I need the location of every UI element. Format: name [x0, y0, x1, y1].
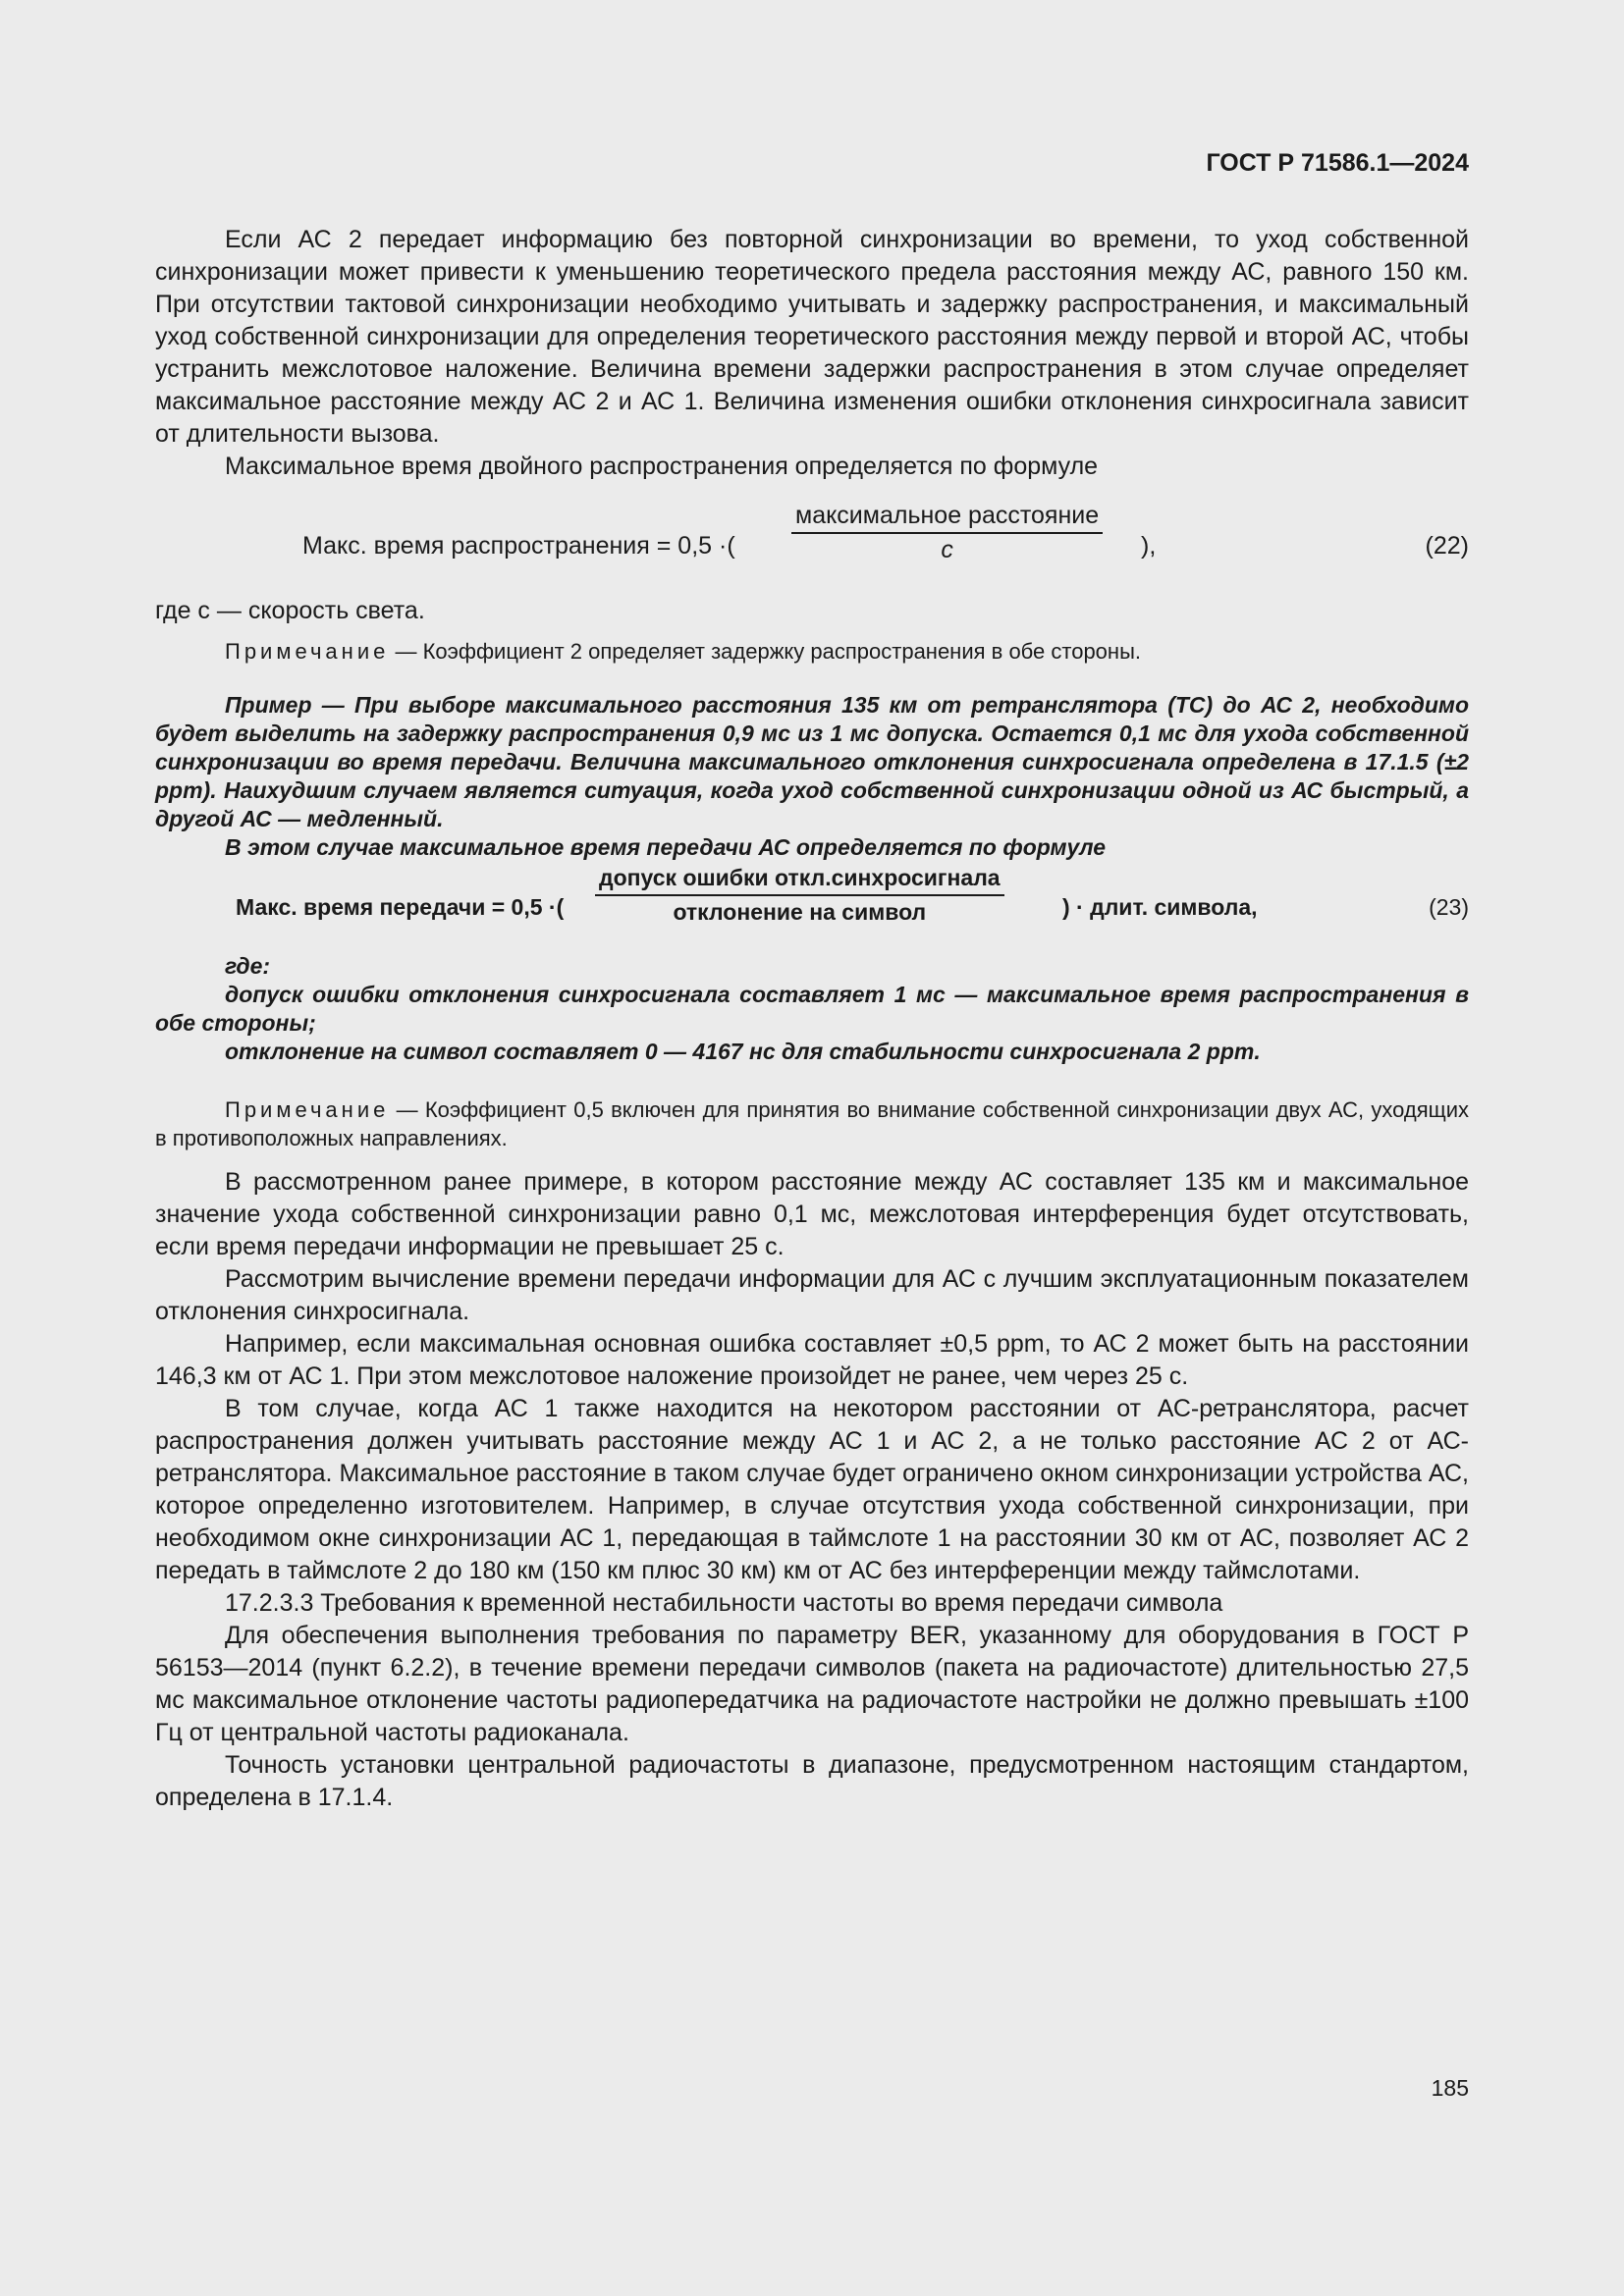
note-1-text: — Коэффициент 2 определяет задержку распространения в обе стороны. — [389, 639, 1141, 664]
formula-23-numerator: допуск ошибки откл.синхросигнала — [595, 862, 1004, 896]
where-label: где: — [225, 953, 271, 979]
formula-23 — [155, 865, 1469, 952]
formula-23-fraction — [595, 862, 1004, 929]
note-1 — [155, 637, 1469, 666]
formula-22-left: Макс. время распространения = 0,5 ·( — [302, 532, 735, 560]
where-c: где c — скорость света. — [155, 597, 425, 624]
example-2: В этом случае максимальное время передачи АС определяется по формуле — [225, 834, 1107, 860]
document-header: ГОСТ Р 71586.1—2024 — [1206, 149, 1469, 177]
section-heading-17-2-3-3: 17.2.3.3 Требования к временной нестабильности частоты во время передачи символа — [225, 1589, 1223, 1617]
formula-23-left: Макс. время передачи = 0,5 ·( — [236, 894, 565, 920]
paragraph-8: Для обеспечения выполнения требования по параметру BER, указанному для оборудования в ГОСТ Р 56153—2014 (пункт 6.2.2), в течение времени передачи символов (пакета на радиочастоте) длительностью 27,5 мс максимальное отклонение частоты радиопередатчика на радиочастоте настройки не должно превышать ±100 Гц от центральной частоты радиоканала. — [155, 1622, 1469, 1746]
paragraph-3: В рассмотренном ранее примере, в котором расстояние между АС составляет 135 км и максимальное значение ухода собственной синхронизации равно 0,1 мс, межслотовая интерференция будет отсутствовать, если время передачи информации не превышает 25 с. — [155, 1168, 1469, 1260]
paragraph-5: Например, если максимальная основная ошибка составляет ±0,5 ppm, то АС 2 может быть на расстоянии 146,3 км от АС 1. При этом межслотовое наложение произойдет не ранее, чем через 25 с. — [155, 1330, 1469, 1390]
paragraph-4: Рассмотрим вычисление времени передачи информации для АС с лучшим эксплуатационным показателем отклонения синхросигнала. — [155, 1265, 1469, 1325]
document-body — [155, 224, 1469, 1814]
paragraph-6: В том случае, когда АС 1 также находится на некотором расстоянии от АС-ретранслятора, расчет распространения должен учитывать расстояние между АС 1 и АС 2, а не только расстояние АС 2 от АС-ретранслятора. Максимальное расстояние в таком случае будет ограничено окном синхронизации устройства АС, которое определенно изготовителем. Например, в случае отсутствия ухода собственной синхронизации, при необходимом окне синхронизации АС 1, передающая в таймслоте 1 на расстоянии 30 км от АС, позволяет АС 2 передать в таймслоте 2 до 180 км (150 км плюс 30 км) км от АС без интерференции между таймслотами. — [155, 1395, 1469, 1584]
formula-23-right: ) · длит. символа, — [1062, 894, 1258, 920]
paragraph-1: Если АС 2 передает информацию без повторной синхронизации во времени, то уход собственной синхронизации может привести к уменьшению теоретического предела расстояния между АС, равного 150 км. При отсутствии тактовой синхронизации необходимо учитывать и задержку распространения, и максимальный уход собственной синхронизации для определения теоретического расстояния между первой и второй АС, чтобы устранить межслотовое наложение. Величина времени задержки распространения в этом случае определяет максимальное расстояние между АС 2 и АС 1. Величина изменения ошибки отклонения синхросигнала зависит от длительности вызова. — [155, 226, 1469, 448]
paragraph-2: Максимальное время двойного распространения определяется по формуле — [225, 453, 1099, 480]
formula-22-fraction — [791, 500, 1103, 566]
note-1-label: Примечание — [225, 639, 390, 664]
formula-22-number: (22) — [1425, 532, 1469, 560]
where-item-1: допуск ошибки отклонения синхросигнала составляет 1 мс — максимальное время распространения в обе стороны; — [155, 982, 1469, 1036]
note-2 — [155, 1095, 1469, 1152]
formula-22-denominator: c — [941, 536, 953, 563]
page-number: 185 — [1431, 2075, 1469, 2101]
note-2-text: — Коэффициент 0,5 включен для принятия во внимание собственной синхронизации двух АС, уходящих в противоположных направлениях. — [155, 1097, 1469, 1150]
formula-22 — [155, 503, 1469, 591]
formula-22-right: ), — [1141, 532, 1157, 560]
formula-23-number: (23) — [1429, 894, 1469, 920]
formula-22-numerator: максимальное расстояние — [791, 500, 1103, 534]
where-item-2: отклонение на символ составляет 0 — 4167 нс для стабильности синхросигнала 2 ppm. — [225, 1039, 1261, 1064]
note-2-label: Примечание — [225, 1097, 390, 1122]
paragraph-9: Точность установки центральной радиочастоты в диапазоне, предусмотренном настоящим стандартом, определена в 17.1.4. — [155, 1751, 1469, 1811]
formula-23-denominator: отклонение на символ — [673, 899, 927, 925]
example-1: Пример — При выборе максимального расстояния 135 км от ретранслятора (ТС) до АС 2, необходимо будет выделить на задержку распространения 0,9 мс из 1 мс допуска. Остается 0,1 мс для ухода собственной синхронизации во время передачи. Величина максимального отклонения синхросигнала определена в 17.1.5 (±2 ppm). Наихудшим случаем является ситуация, когда уход собственной синхронизации одной из АС быстрый, а другой АС — медленный. — [155, 692, 1469, 831]
